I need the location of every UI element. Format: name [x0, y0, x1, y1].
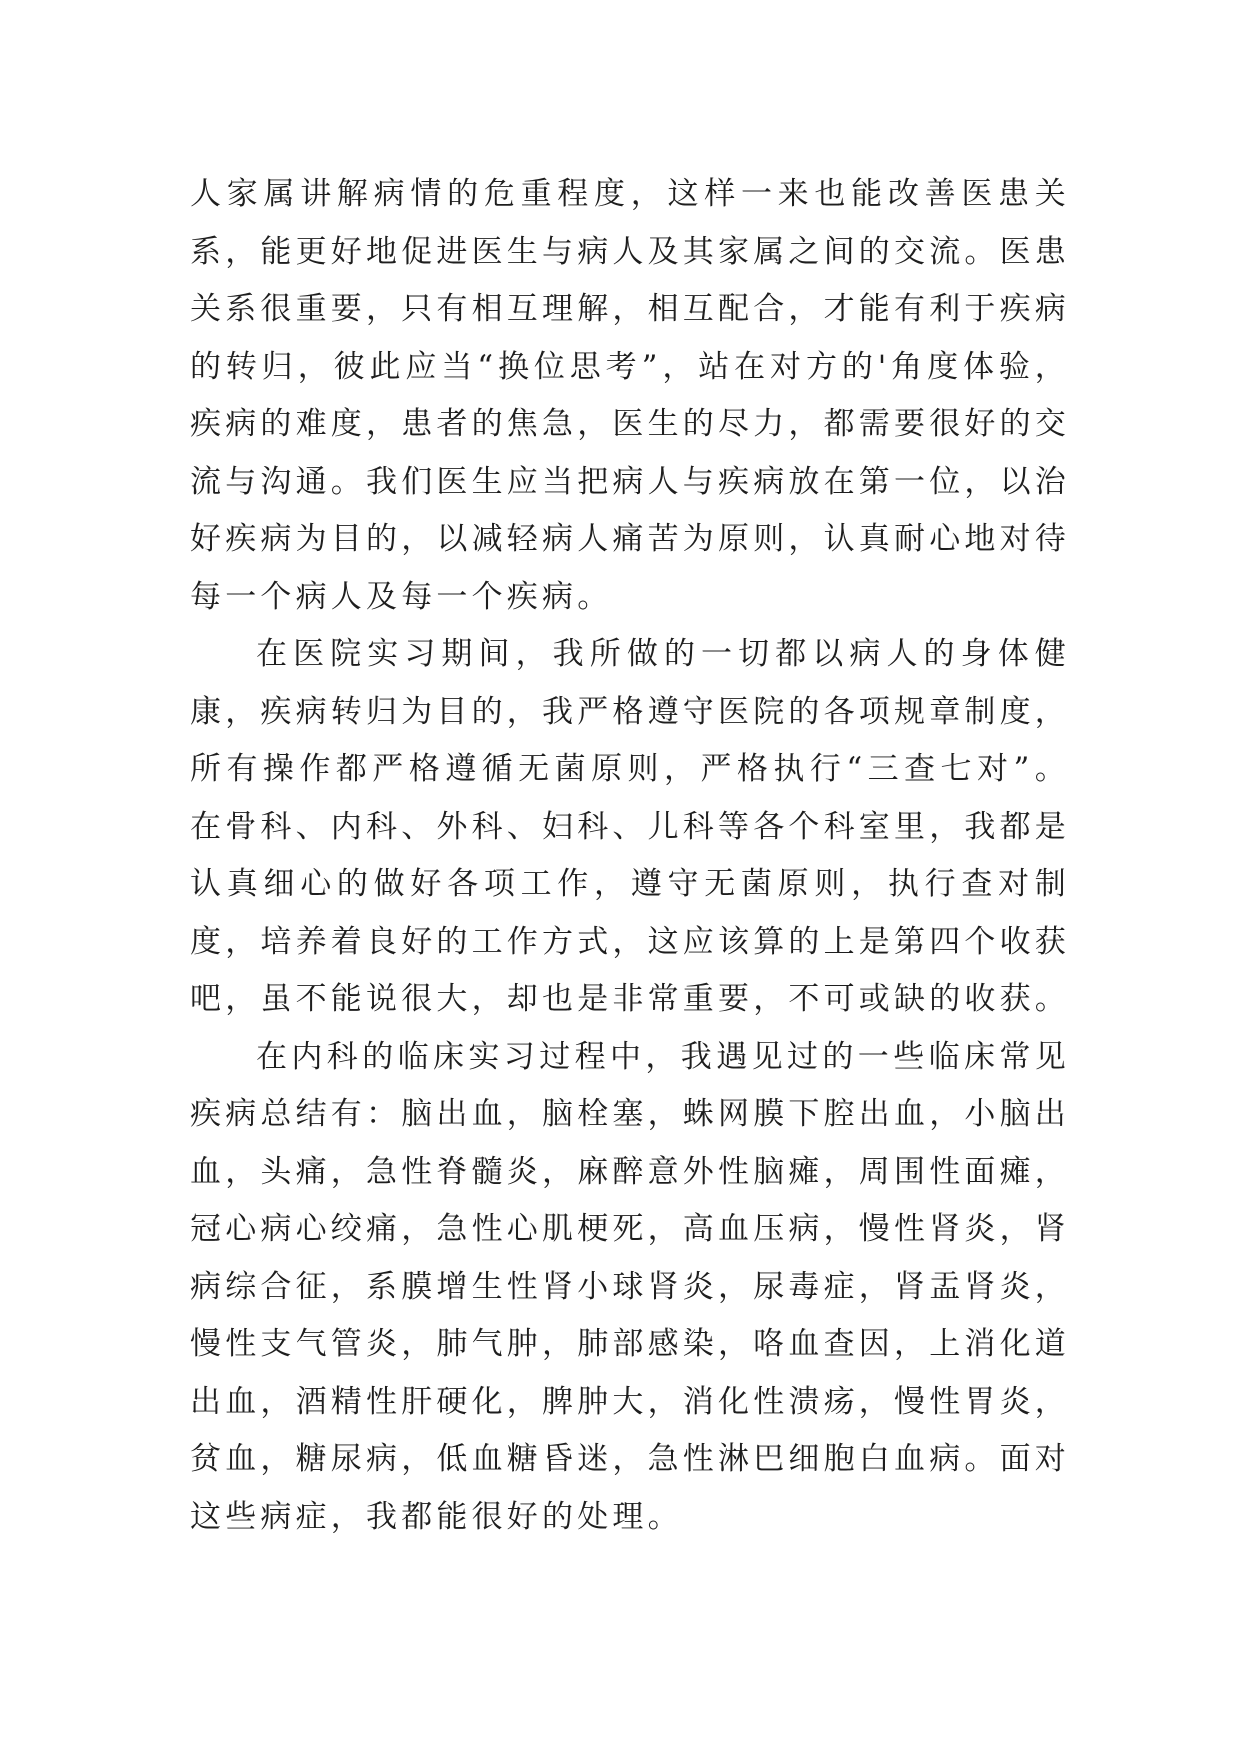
paragraph-internal-medicine-diseases: 在内科的临床实习过程中，我遇见过的一些临床常见疾病总结有：脑出血，脑栓塞，蛛网膜下腔出血，小脑出血，头痛，急性脊髓炎，麻醉意外性脑瘫，周围性面瘫，冠心病心绞痛，急性心肌梗死，高血压病，慢性肾炎，肾病综合征，系膜增生性肾小球肾炎，尿毒症，肾盂肾炎，慢性支气管炎，肺气肿，肺部感染，咯血查因，上消化道出血，酒精性肝硬化，脾肿大，消化性溃疡，慢性胃炎，贫血，糖尿病，低血糖昏迷，急性淋巴细胞白血病。面对这些病症，我都能很好的处理。	[190, 1038, 1070, 1535]
paragraph-continued: 人家属讲解病情的危重程度，这样一来也能改善医患关系，能更好地促进医生与病人及其家属之间的交流。医患关系很重要，只有相互理解，相互配合，才能有利于疾病的转归，彼此应当“换位思考”，站在对方的'角度体验，疾病的难度，患者的焦急，医生的尽力，都需要很好的交流与沟通。我们医生应当把病人与疾病放在第一位，以治好疾病为目的，以减轻病人痛苦为原则，认真耐心地对待每一个病人及每一个疾病。	[190, 176, 1070, 615]
body-text	[190, 166, 1070, 1546]
paragraph-internship-conduct: 在医院实习期间，我所做的一切都以病人的身体健康，疾病转归为目的，我严格遵守医院的各项规章制度，所有操作都严格遵循无菌原则，严格执行“三查七对”。在骨科、内科、外科、妇科、儿科等各个科室里，我都是认真细心的做好各项工作，遵守无菌原则，执行查对制度，培养着良好的工作方式，这应该算的上是第四个收获吧，虽不能说很大，却也是非常重要，不可或缺的收获。	[190, 636, 1070, 1017]
